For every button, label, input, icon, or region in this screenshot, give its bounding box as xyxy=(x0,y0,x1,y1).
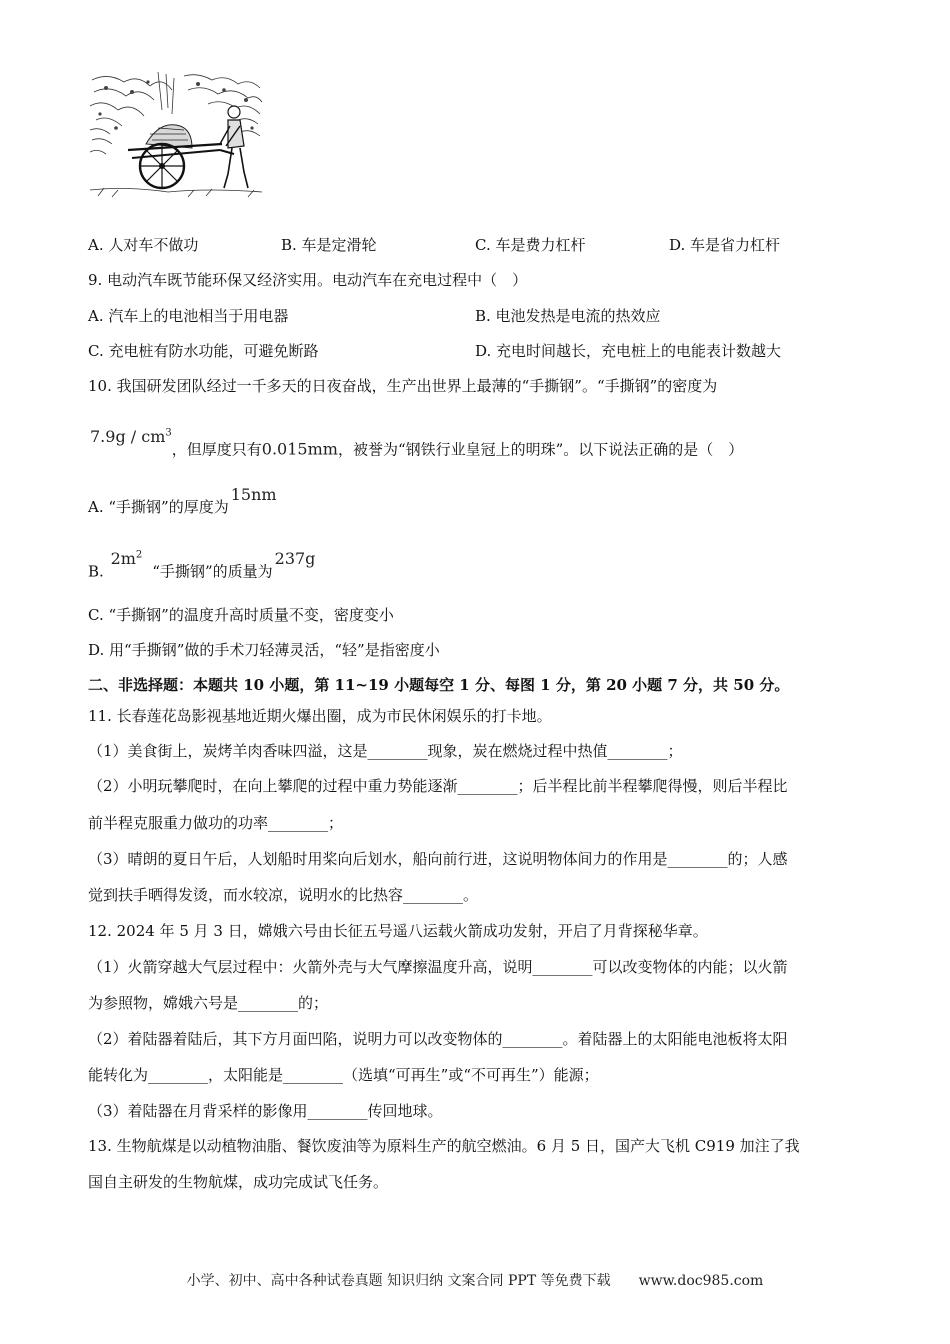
wheelbarrow-illustration xyxy=(88,70,264,200)
q13-stem-line2: 国自主研发的生物航煤，成功完成试飞任务。 xyxy=(88,1173,389,1191)
q12-part1-line1: （1）火箭穿越大气层过程中：火箭外壳与大气摩擦温度升高，说明________可以改变物体的内能；以火箭 xyxy=(88,958,788,976)
q9-option-b: B. 电池发热是电流的热效应 xyxy=(475,307,661,325)
q10-option-b: B. $2m^2“$手撕钢”的质量为237g xyxy=(88,549,316,581)
q10-stem-line2: $7.9g / cm^3$，但厚度只有0.015mm，被誉为“钢铁行业皇冠上的明珠”。以下说法正确的是（ ） xyxy=(90,427,744,459)
q11-part3-line1: （3）晴朗的夏日午后，人划船时用桨向后划水，船向前行进，这说明物体间力的作用是________的；人感 xyxy=(88,850,788,868)
q10-density: $7.9g / cm^3$ xyxy=(90,427,172,447)
footer-promo-text: 小学、初中、高中各种试卷真题 知识归纳 文案合同 PPT 等免费下载 xyxy=(186,1273,611,1289)
q11-part2-line1: （2）小明玩攀爬时，在向上攀爬的过程中重力势能逐渐________；后半程比前半程攀爬得慢，则后半程比 xyxy=(88,777,788,795)
q8-option-a: A. 人对车不做功 xyxy=(88,236,199,254)
q9-option-c: C. 充电桩有防水功能，可避免断路 xyxy=(88,342,319,360)
q12-part2-line2: 能转化为________，太阳能是________（选填“可再生”或“不可再生”）能源； xyxy=(88,1066,599,1084)
q8-option-b: B. 车是定滑轮 xyxy=(281,236,377,254)
q11-part1: （1）美食街上，炭烤羊肉香味四溢，这是________现象，炭在燃烧过程中热值________； xyxy=(88,742,683,760)
q9-option-a: A. 汽车上的电池相当于用电器 xyxy=(88,307,289,325)
q8-option-c: C. 车是费力杠杆 xyxy=(475,236,586,254)
q12-stem: 12. 2024 年 5 月 3 日，嫦娥六号由长征五号遥八运载火箭成功发射，开启了月背探秘华章。 xyxy=(88,922,708,940)
q10-option-a: A. “手撕钢”的厚度为15nm xyxy=(88,485,277,516)
section2-heading: 二、非选择题：本题共 10 小题，第 11~19 小题每空 1 分、每图 1 分，第 20 小题 7 分，共 50 分。 xyxy=(88,676,790,694)
q9-stem: 9. 电动汽车既节能环保又经济实用。电动汽车在充电过程中（ ） xyxy=(88,271,528,289)
q12-part3: （3）着陆器在月背采样的影像用________传回地球。 xyxy=(88,1102,443,1120)
q10-thickness: 0.015mm xyxy=(261,439,338,459)
q9-option-d: D. 充电时间越长，充电桩上的电能表计数越大 xyxy=(475,342,782,360)
q11-stem: 11. 长春莲花岛影视基地近期火爆出圈，成为市民休闲娱乐的打卡地。 xyxy=(88,707,552,725)
q10-option-c: C. “手撕钢”的温度升高时质量不变，密度变小 xyxy=(88,606,394,624)
q10-stem-line1: 10. 我国研发团队经过一千多天的日夜奋战，生产出世界上最薄的“手撕钢”。“手撕钢”的密度为 xyxy=(88,377,718,395)
q8-option-d: D. 车是省力杠杆 xyxy=(669,236,781,254)
q12-part1-line2: 为参照物，嫦娥六号是________的； xyxy=(88,994,329,1012)
q12-part2-line1: （2）着陆器着陆后，其下方月面凹陷，说明力可以改变物体的________。着陆器上的太阳能电池板将太阳 xyxy=(88,1030,788,1048)
q13-stem-line1: 13. 生物航煤是以动植物油脂、餐饮废油等为原料生产的航空燃油。6 月 5 日，国产大飞机 C919 加注了我 xyxy=(88,1137,800,1155)
footer-website-link[interactable]: www.doc985.com xyxy=(638,1273,764,1289)
q10-option-d: D. 用“手撕钢”做的手术刀轻薄灵活，“轻”是指密度小 xyxy=(88,641,440,659)
page-footer xyxy=(0,1270,950,1290)
q11-part2-line2: 前半程克服重力做功的功率________； xyxy=(88,814,344,832)
q11-part3-line2: 觉到扶手晒得发烫，而水较凉，说明水的比热容________。 xyxy=(88,886,479,904)
